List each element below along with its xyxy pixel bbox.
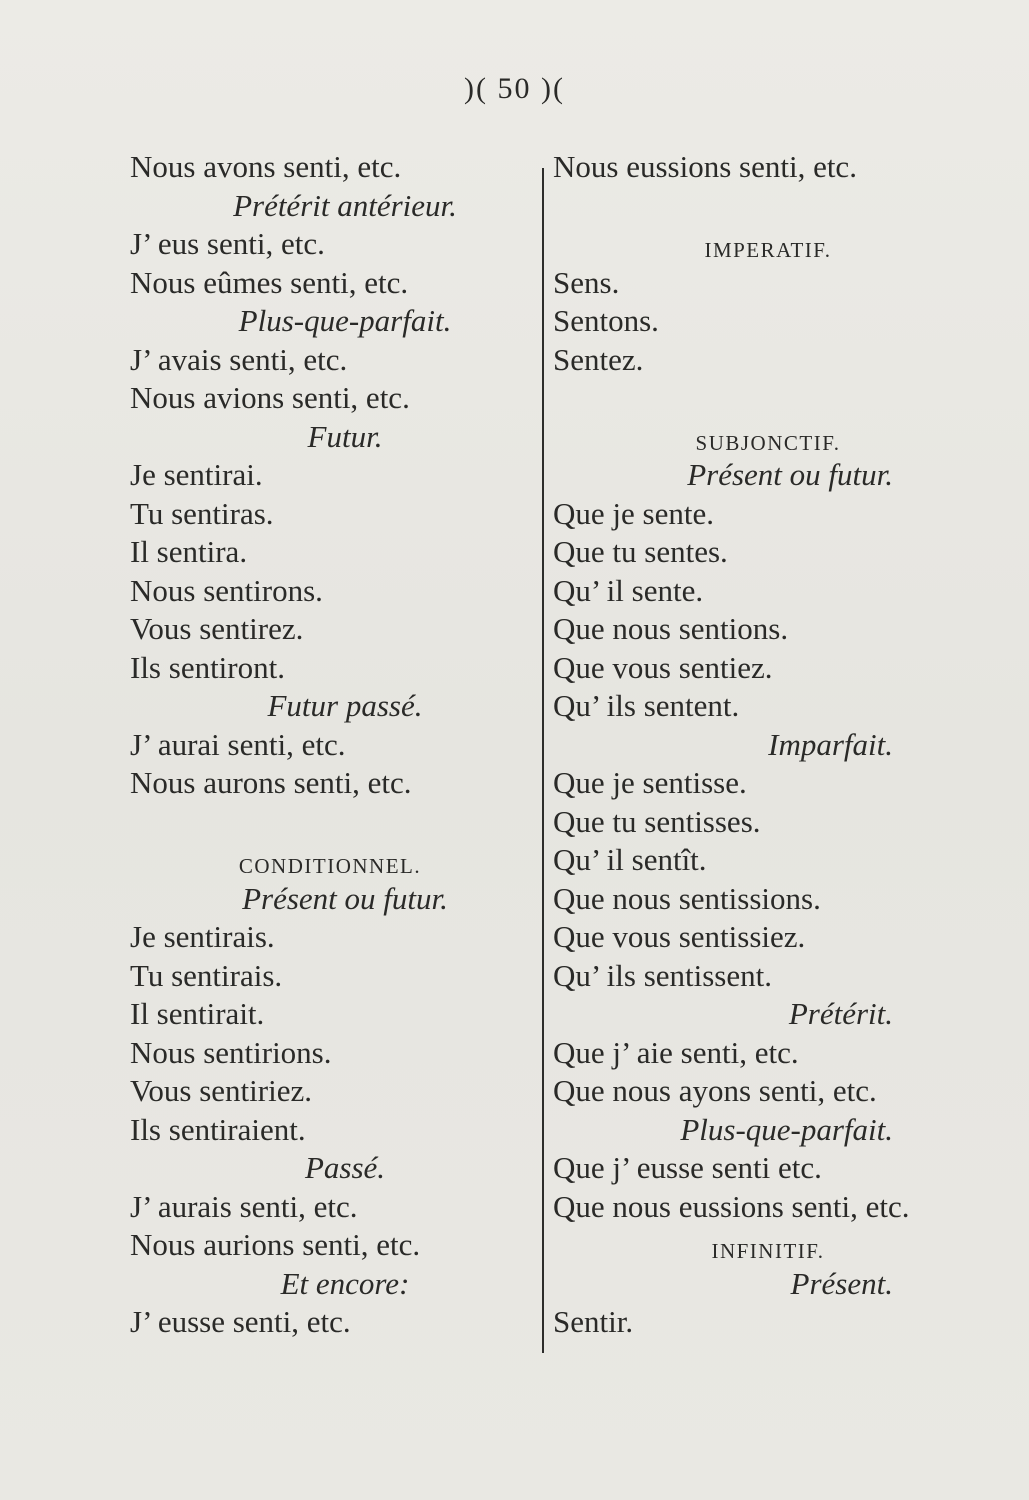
text-line: Que nous sentissions.	[553, 880, 821, 916]
mood-heading: IMPERATIF.	[704, 238, 832, 262]
text-line: Nous avons senti, etc.	[130, 149, 402, 184]
text-line: Que je sentisse.	[553, 765, 747, 800]
tense-heading: Futur.	[307, 418, 383, 454]
tense-heading: Présent ou futur.	[687, 457, 893, 492]
text-line: Nous eûmes senti, etc.	[130, 264, 409, 300]
text-line: Nous sentirons.	[130, 572, 323, 608]
text-line: Vous sentiriez.	[130, 1073, 312, 1108]
text-line: J’ avais senti, etc.	[130, 341, 348, 377]
column-divider	[542, 168, 544, 1353]
blank-line	[130, 803, 530, 842]
text-line: Que nous sentions.	[553, 611, 789, 646]
right-column	[553, 148, 983, 1342]
text-line: Tu sentiras.	[130, 495, 274, 531]
tense-heading: Passé.	[304, 1150, 386, 1185]
text-line: Je sentirais.	[130, 919, 275, 954]
text-line: Sens.	[553, 264, 620, 300]
text-line: Qu’ ils sentent.	[553, 688, 740, 723]
text-line: Qu’ il sente.	[553, 572, 704, 608]
text-line: Il sentira.	[130, 534, 248, 569]
tense-heading: Prétérit.	[788, 996, 893, 1031]
tense-heading: Imparfait.	[768, 726, 893, 762]
text-line: Nous aurions senti, etc.	[130, 1227, 421, 1262]
text-line: Que vous sentissiez.	[553, 919, 806, 954]
text-line: Sentez.	[553, 341, 644, 377]
text-line: Ils sentiraient.	[130, 1111, 306, 1147]
text-line: Sentir.	[553, 1304, 634, 1339]
text-line: J’ eusse senti, etc.	[130, 1304, 351, 1339]
text-line: Que j’ eusse senti etc.	[553, 1150, 822, 1185]
text-line: Il sentirait.	[130, 996, 265, 1031]
text-line: Nous sentirions.	[130, 1034, 332, 1070]
text-line: Tu sentirais.	[130, 957, 283, 993]
text-line: Que tu sentes.	[553, 534, 728, 569]
mood-heading: CONDITIONNEL.	[238, 854, 422, 878]
mood-heading: INFINITIF.	[711, 1239, 825, 1263]
text-line: Que vous sentiez.	[553, 649, 773, 685]
left-column	[130, 148, 530, 1342]
text-line: Je sentirai.	[130, 457, 263, 492]
mood-heading: SUBJONCTIF.	[695, 430, 841, 455]
text-line: Que j’ aie senti, etc.	[553, 1034, 799, 1070]
tense-heading: Présent.	[790, 1265, 893, 1301]
text-line: J’ aurais senti, etc.	[130, 1188, 358, 1224]
text-line: Que nous eussions senti, etc.	[553, 1188, 910, 1224]
text-line: Vous sentirez.	[130, 611, 304, 646]
text-line: Ils sentiront.	[130, 649, 285, 685]
tense-heading: Plus-que-parfait.	[238, 303, 452, 338]
text-line: Que je sente.	[553, 495, 714, 531]
text-line: Nous aurons senti, etc.	[130, 765, 412, 800]
text-line: Qu’ il sentît.	[553, 842, 707, 877]
text-line: Nous avions senti, etc.	[130, 380, 410, 415]
text-line: Nous eussions senti, etc.	[553, 149, 857, 184]
text-line: Que nous ayons senti, etc.	[553, 1073, 877, 1108]
tense-heading: Prétérit antérieur.	[233, 187, 457, 223]
text-line: J’ aurai senti, etc.	[130, 726, 346, 762]
tense-heading: Et encore:	[280, 1265, 410, 1301]
text-line: Sentons.	[553, 303, 659, 338]
page-number: )( 50 )(	[464, 72, 565, 105]
text-line: Qu’ ils sentissent.	[553, 957, 772, 993]
tense-heading: Présent ou futur.	[242, 880, 448, 916]
tense-heading: Futur passé.	[267, 688, 423, 723]
blank-line	[553, 379, 983, 418]
text-line: J’ eus senti, etc.	[130, 226, 325, 261]
tense-heading: Plus-que-parfait.	[680, 1111, 893, 1147]
text-line: Que tu sentisses.	[553, 803, 761, 839]
blank-line	[553, 187, 983, 226]
